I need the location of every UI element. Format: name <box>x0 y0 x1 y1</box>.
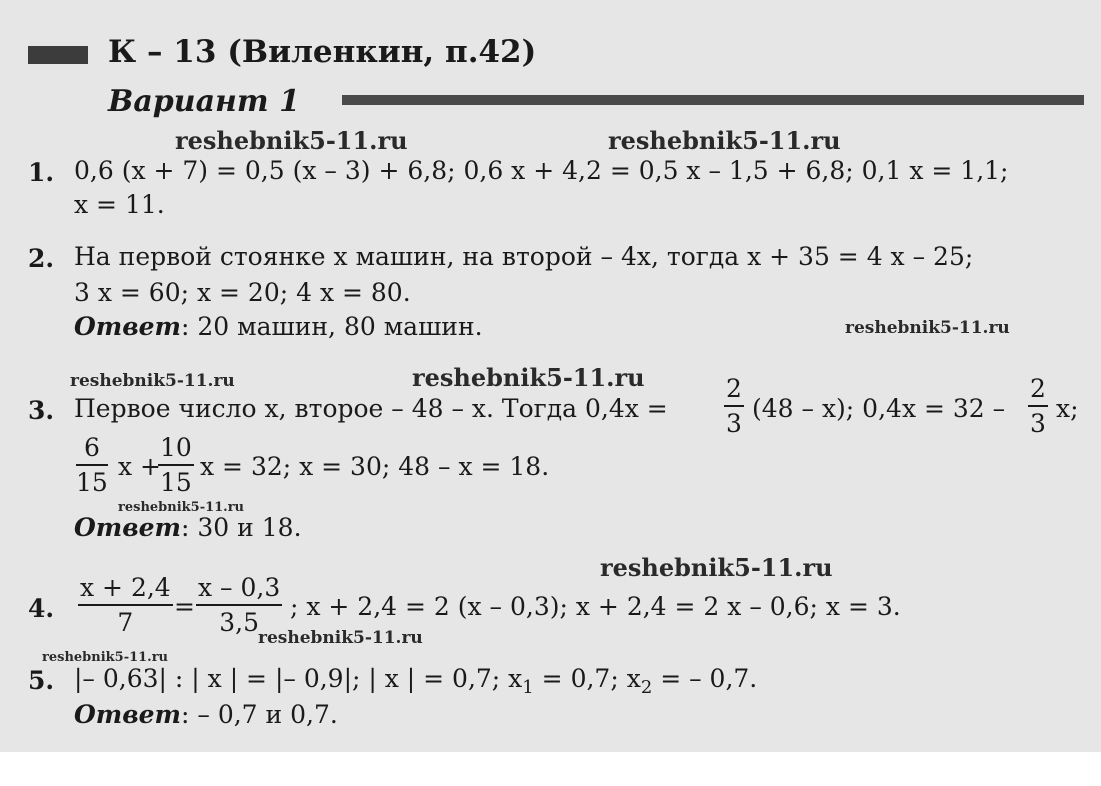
watermark: reshebnik5-11.ru <box>70 371 235 391</box>
watermark: reshebnik5-11.ru <box>42 650 169 665</box>
watermark: reshebnik5-11.ru <box>258 628 423 648</box>
problem-3-line-1b: (48 – x); 0,4x = 32 – <box>752 394 1006 423</box>
problem-number: 5. <box>28 666 55 695</box>
expr-part: = – 0,7. <box>652 664 758 693</box>
problem-5-answer <box>74 700 338 729</box>
fraction-2-3 <box>1028 373 1048 441</box>
problem-1-line-2: x = 11. <box>74 190 165 219</box>
denominator: 3 <box>726 409 742 438</box>
fraction-2-3 <box>724 373 744 441</box>
watermark: reshebnik5-11.ru <box>845 318 1010 338</box>
expr-part: |– 0,63| : | x | = |– 0,9|; | x | = 0,7; x <box>74 664 523 693</box>
denominator: 3 <box>1030 409 1046 438</box>
problem-5-line-1 <box>74 664 757 698</box>
problem-3-answer <box>74 513 302 542</box>
subscript: 1 <box>522 677 534 698</box>
problem-4-rest: ; x + 2,4 = 2 (x – 0,3); x + 2,4 = 2 x – 0,6; x = 3. <box>290 592 901 621</box>
subscript: 2 <box>640 677 653 698</box>
watermark: reshebnik5-11.ru <box>118 500 245 515</box>
expr-part: = 0,7; x <box>533 664 641 693</box>
answer-value: : – 0,7 и 0,7. <box>181 700 338 729</box>
numerator: 6 <box>76 432 108 466</box>
answer-label: Ответ <box>74 513 182 542</box>
answer-value: : 30 и 18. <box>181 513 302 542</box>
problem-1-line-1: 0,6 (x + 7) = 0,5 (x – 3) + 6,8; 0,6 x + 4,2 = 0,5 x – 1,5 + 6,8; 0,1 x = 1,1; <box>74 156 1009 185</box>
answer-label: Ответ <box>74 312 182 341</box>
problem-3-line-1c: x; <box>1056 394 1079 423</box>
problem-3-line-2b: x = 32; x = 30; 48 – x = 18. <box>200 452 550 481</box>
problem-2-line-1: На первой стоянке x машин, на второй – 4x, тогда x + 35 = 4 x – 25; <box>74 242 974 271</box>
fraction-right <box>196 572 282 640</box>
problem-number: 1. <box>28 158 55 187</box>
fraction-6-15 <box>76 432 108 500</box>
numerator: 2 <box>724 373 744 407</box>
denominator: 15 <box>160 468 192 497</box>
denominator: 3,5 <box>219 608 260 637</box>
numerator: x + 2,4 <box>78 572 173 606</box>
answer-value: : 20 машин, 80 машин. <box>181 312 483 341</box>
variant-heading: Вариант 1 <box>108 84 300 119</box>
fraction-left <box>78 572 173 640</box>
problem-number: 2. <box>28 244 55 273</box>
numerator: x – 0,3 <box>196 572 282 606</box>
problem-number: 3. <box>28 396 55 425</box>
equals-sign: = <box>174 592 195 621</box>
denominator: 15 <box>76 468 108 497</box>
heading-rule <box>342 95 1084 105</box>
watermark: reshebnik5-11.ru <box>412 363 645 392</box>
denominator: 7 <box>117 608 134 637</box>
numerator: 10 <box>158 432 194 466</box>
answer-label: Ответ <box>74 700 182 729</box>
problem-2-answer <box>74 312 483 341</box>
header-marker <box>28 46 88 64</box>
problem-number: 4. <box>28 594 55 623</box>
fraction-10-15 <box>158 432 194 500</box>
problem-2-line-2: 3 x = 60; x = 20; 4 x = 80. <box>74 278 411 307</box>
problem-3-line-1a: Первое число x, второе – 48 – x. Тогда 0,4x = <box>74 394 668 423</box>
problem-3-line-2a: x + <box>118 452 161 481</box>
page-title: К – 13 (Виленкин, п.42) <box>108 34 537 70</box>
numerator: 2 <box>1028 373 1048 407</box>
watermark: reshebnik5-11.ru <box>608 126 841 155</box>
watermark: reshebnik5-11.ru <box>175 126 408 155</box>
watermark: reshebnik5-11.ru <box>600 553 833 582</box>
